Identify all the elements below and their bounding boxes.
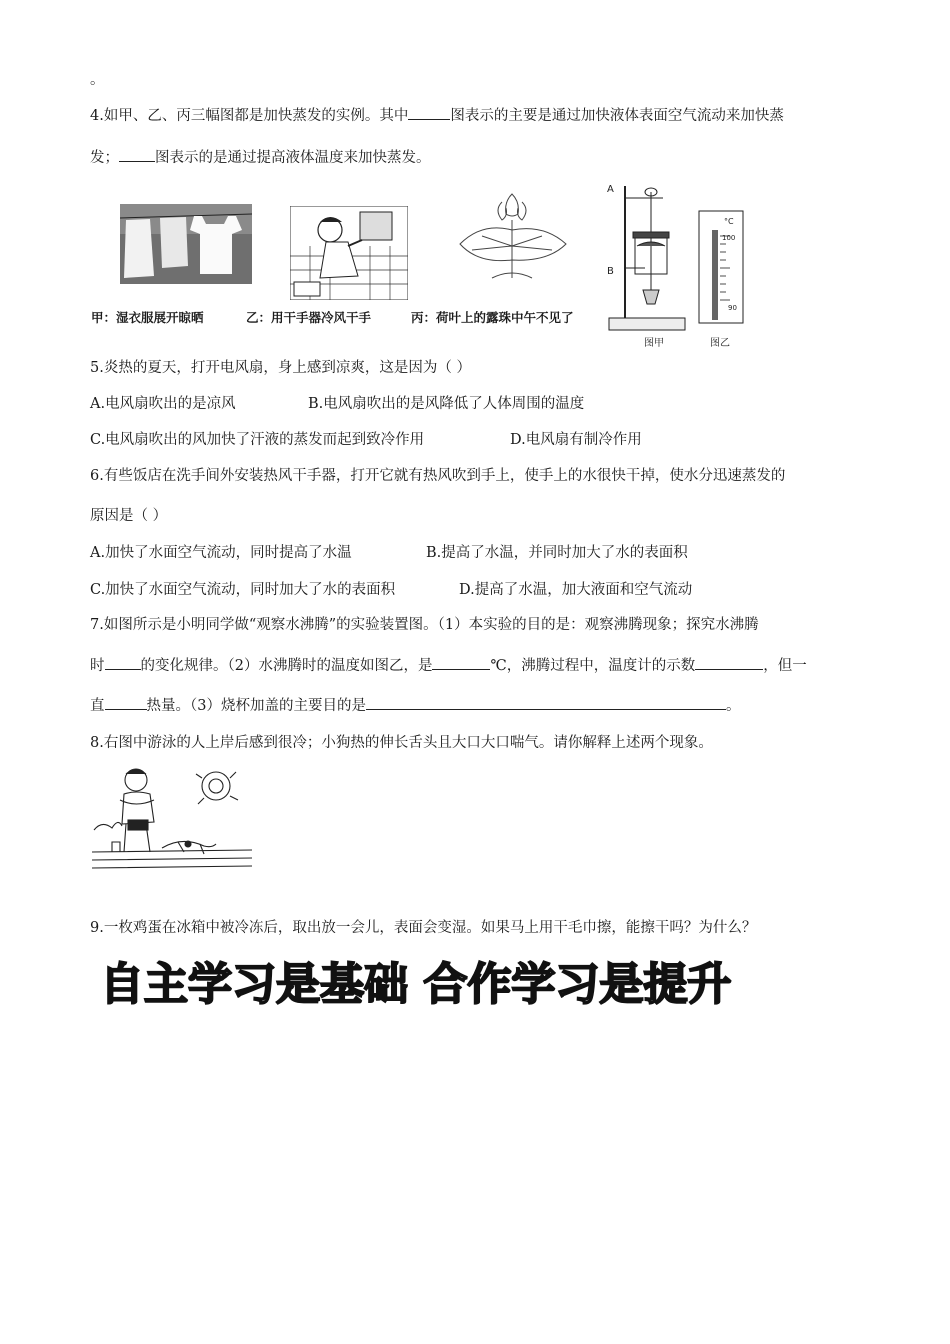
q7-line1: 7.如图所示是小明同学做“观察水沸腾”的实验装置图。（1）本实验的目的是：观察沸腾现象；探究水沸腾	[90, 617, 759, 633]
q7-blank-4[interactable]	[105, 695, 147, 710]
thermo-90: 90	[728, 304, 737, 312]
q4-line1	[90, 104, 784, 125]
q5-option-c: C.电风扇吹出的风加快了汗液的蒸发而起到致冷作用	[90, 432, 425, 448]
caption-jia: 甲：湿衣服展开晾晒	[91, 310, 204, 325]
q4-blank-2[interactable]	[119, 147, 155, 162]
q4-text-a: 4.如甲、乙、丙三幅图都是加快蒸发的实例。其中	[90, 108, 409, 124]
q7-text-b: 的变化规律。（2）水沸腾时的温度如图乙，是	[140, 658, 433, 674]
q6-option-a: A.加快了水面空气流动，同时提高了水温	[90, 545, 352, 561]
swimmer-dog-figure	[92, 760, 252, 880]
q6-stem-2: 原因是（ ）	[90, 508, 168, 524]
label-b: B	[607, 266, 614, 277]
q4-text-c: 发；	[90, 150, 119, 166]
q5-option-a: A.电风扇吹出的是凉风	[90, 396, 236, 412]
q6-option-c: C.加快了水面空气流动，同时加大了水的表面积	[90, 582, 396, 598]
q4-line2	[90, 146, 431, 167]
lotus-leaf-figure	[452, 188, 572, 288]
q6-option-d: D.提高了水温，加大液面和空气流动	[459, 582, 693, 598]
q7-text-d: ，但一	[763, 658, 807, 674]
top-mark: 。	[90, 72, 105, 88]
q7-blank-5[interactable]	[366, 695, 726, 710]
q7-text-e: 直	[90, 698, 105, 714]
fig-label-jia: 图甲	[644, 338, 664, 349]
q7-text-g: 。	[725, 698, 741, 714]
caption-bing: 丙：荷叶上的露珠中午不见了	[411, 310, 574, 325]
q8-stem: 8.右图中游泳的人上岸后感到很冷；小狗热的伸长舌头且大口大口喘气。请你解释上述两个现象。	[90, 735, 713, 751]
q4-text-b: 图表示的主要是通过加快液体表面空气流动来加快蒸	[450, 108, 784, 124]
hand-dryer-figure	[290, 206, 408, 300]
q7-text-a: 时	[90, 658, 105, 674]
q6-stem-1: 6.有些饭店在洗手间外安装热风干手器，打开它就有热风吹到手上，使手上的水很快干掉，使水分迅速蒸发的	[90, 468, 786, 484]
q7-line2	[90, 654, 807, 675]
boiling-apparatus-figure	[605, 178, 695, 338]
q7-blank-1[interactable]	[105, 655, 141, 670]
q4-text-d: 图表示的是通过提高液体温度来加快蒸发。	[155, 150, 431, 166]
thermo-100: 100	[722, 234, 736, 242]
q7-blank-3[interactable]	[695, 655, 763, 670]
q7-blank-2[interactable]	[432, 655, 490, 670]
thermometer-figure	[698, 210, 744, 324]
fig-label-yi: 图乙	[710, 338, 730, 349]
q9-stem: 9.一枚鸡蛋在冰箱中被冷冻后，取出放一会儿，表面会变湿。如果马上用干毛巾擦，能擦干吗？为什么？	[90, 920, 757, 936]
caption-yi: 乙：用干手器冷风干手	[246, 310, 372, 325]
q4-blank-1[interactable]	[408, 105, 450, 120]
q5-option-d: D.电风扇有制冷作用	[510, 432, 642, 448]
q7-line3	[90, 694, 740, 715]
thermo-unit: °C	[724, 217, 734, 226]
slogan-banner: 自主学习是基础 合作学习是提升	[100, 959, 732, 1010]
q7-text-f: 热量。（3）烧杯加盖的主要目的是	[146, 698, 366, 714]
q7-text-c: ℃，沸腾过程中，温度计的示数	[490, 658, 696, 674]
clothes-drying-figure	[120, 204, 252, 284]
q5-stem: 5.炎热的夏天，打开电风扇，身上感到凉爽，这是因为（ ）	[90, 360, 471, 376]
q5-option-b: B.电风扇吹出的是风降低了人体周围的温度	[308, 396, 585, 412]
label-a: A	[607, 184, 614, 195]
q6-option-b: B.提高了水温，并同时加大了水的表面积	[426, 545, 688, 561]
